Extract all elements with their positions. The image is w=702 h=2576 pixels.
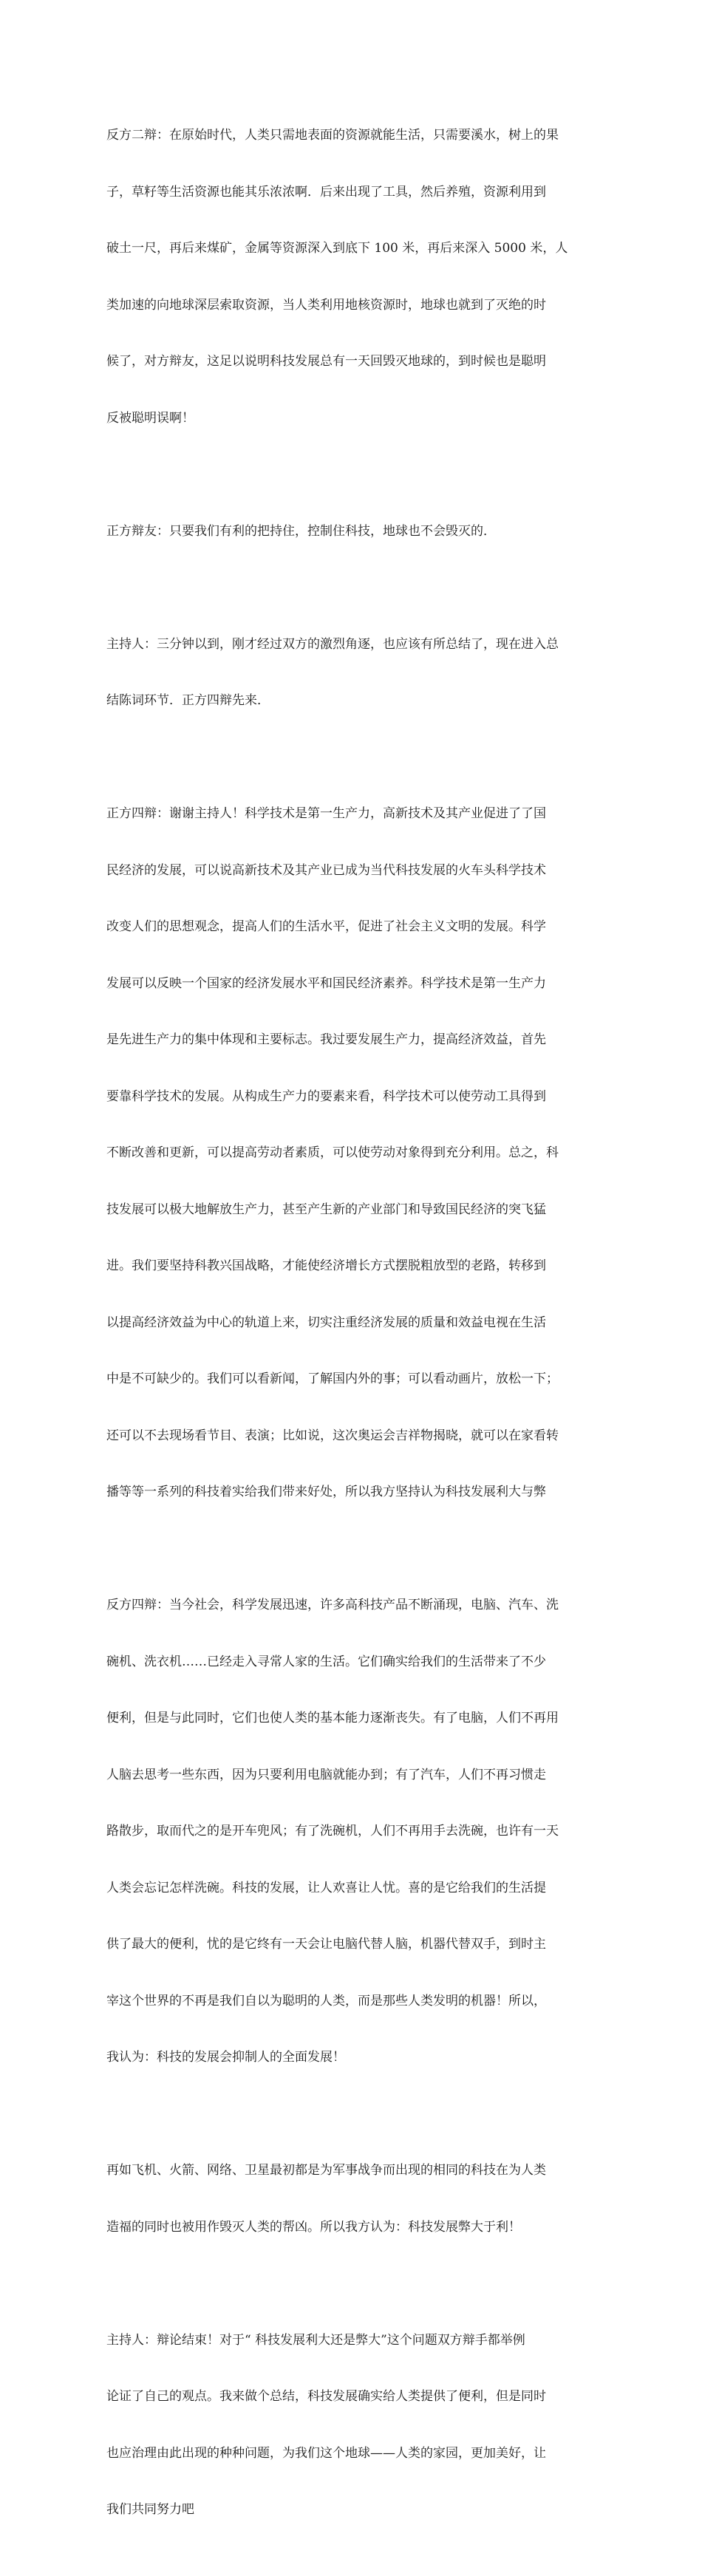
text-line: 进。我们要坚持科教兴国战略，才能使经济增长方式摆脱粗放型的老路，转移到 (106, 1258, 546, 1273)
text-line: 是先进生产力的集中体现和主要标志。我过要发展生产力，提高经济效益，首先 (106, 1032, 546, 1047)
text-line: 人类会忘记怎样洗碗。科技的发展，让人欢喜让人忧。喜的是它给我们的生活提 (106, 1880, 546, 1895)
text-line: 人脑去思考一些东西，因为只要利用电脑就能办到；有了汽车，人们不再习惯走 (106, 1767, 546, 1782)
text-line: 要靠科学技术的发展。从构成生产力的要素来看，科学技术可以使劳动工具得到 (106, 1088, 546, 1104)
text-line: 路散步，取而代之的是开车兜风；有了洗碗机，人们不再用手去洗碗，也许有一天 (106, 1824, 559, 1839)
document-body (106, 89, 597, 2576)
paragraph-host-transition (106, 598, 597, 749)
text-line: 便利，但是与此同时，它们也使人类的基本能力逐渐丧失。有了电脑，人们不再用 (106, 1711, 559, 1725)
text-line: 也应治理由此出现的种种问题，为我们这个地球——人类的家园，更加美好，让 (106, 2445, 546, 2461)
paragraph-affirmative-fourth-speaker (106, 767, 597, 1540)
paragraph-affirmative-speaker (106, 485, 597, 579)
text-line: 破土一尺，再后来煤矿，金属等资源深入到底下 100 米，再后来深入 5000 米，人 (106, 241, 568, 256)
text-line: 结陈词环节．正方四辩先来． (106, 693, 270, 708)
text-line: 中是不可缺少的。我们可以看新闻，了解国内外的事；可以看动画片，放松一下； (106, 1372, 559, 1386)
text-line: 我认为：科技的发展会抑制人的全面发展！ (106, 2050, 345, 2065)
text-line: 改变人们的思想观念，提高人们的生活水平，促进了社会主义文明的发展。科学 (106, 919, 546, 934)
text-line: 造福的同时也被用作毁灭人类的帮凶。所以我方认为：科技发展弊大于利！ (106, 2219, 521, 2235)
text-line: 宰这个世界的不再是我们自以为聪明的人类，而是那些人类发明的机器！所以， (106, 1993, 546, 2008)
paragraph-host-conclusion (106, 2294, 597, 2558)
text-line: 候了，对方辩友，这足以说明科技发展总有一天回毁灭地球的，到时候也是聪明 (106, 354, 546, 369)
text-line: 民经济的发展，可以说高新技术及其产业已成为当代科技发展的火车头科学技术 (106, 862, 546, 878)
text-line: 播等等一系列的科技着实给我们带来好处，所以我方坚持认为科技发展利大与弊 (106, 1485, 546, 1499)
text-line: 正方四辩：谢谢主持人！科学技术是第一生产力，高新技术及其产业促进了了国 (106, 806, 546, 821)
text-line: 正方辩友：只要我们有利的把持住，控制住科技，地球也不会毁灭的． (106, 523, 496, 539)
paragraph-negative-fourth-speaker (106, 1558, 597, 2105)
text-line: 反方二辩：在原始时代，人类只需地表面的资源就能生活，只需要溪水，树上的果 (106, 128, 559, 143)
text-line: 再如飞机、火箭、网络、卫星最初都是为军事战争而出现的相同的科技在为人类 (106, 2163, 546, 2178)
text-line: 反方四辩：当今社会，科学发展迅速，许多高科技产品不断涌现，电脑、汽车、洗 (106, 1598, 559, 1612)
text-line: 类加速的向地球深层索取资源，当人类利用地核资源时，地球也就到了灭绝的时 (106, 297, 546, 313)
text-line: 反被聪明误啊！ (106, 410, 194, 426)
text-line: 主持人：三分钟以到，刚才经过双方的激烈角逐，也应该有所总结了，现在进入总 (106, 636, 559, 652)
text-line: 碗机、洗衣机……已经走入寻常人家的生活。它们确实给我们的生活带来了不少 (106, 1654, 546, 1669)
text-line: 技发展可以极大地解放生产力，甚至产生新的产业部门和导致国民经济的突飞猛 (106, 1202, 546, 1217)
text-line: 以提高经济效益为中心的轨道上来，切实注重经济发展的质量和效益电视在生活 (106, 1315, 546, 1330)
text-line: 主持人：辩论结束！对于“ 科技发展利大还是弊大”这个问题双方辩手都举例 (106, 2332, 525, 2348)
text-line: 供了最大的便利，忧的是它终有一天会让电脑代替人脑，机器代替双手，到时主 (106, 1937, 546, 1952)
paragraph-negative-second-speaker (106, 89, 597, 466)
text-line: 论证了自己的观点。我来做个总结，科技发展确实给人类提供了便利，但是同时 (106, 2389, 546, 2404)
paragraph-negative-continuation (106, 2124, 597, 2275)
text-line: 还可以不去现场看节目、表演；比如说，这次奥运会吉祥物揭晓，就可以在家看转 (106, 1428, 559, 1443)
text-line: 子，草籽等生活资源也能其乐浓浓啊．后来出现了工具，然后养殖，资源利用到 (106, 184, 546, 200)
text-line: 发展可以反映一个国家的经济发展水平和国民经济素养。科学技术是第一生产力 (106, 975, 546, 991)
text-line: 不断改善和更新，可以提高劳动者素质，可以使劳动对象得到充分利用。总之，科 (106, 1145, 559, 1160)
text-line: 我们共同努力吧 (106, 2502, 194, 2517)
